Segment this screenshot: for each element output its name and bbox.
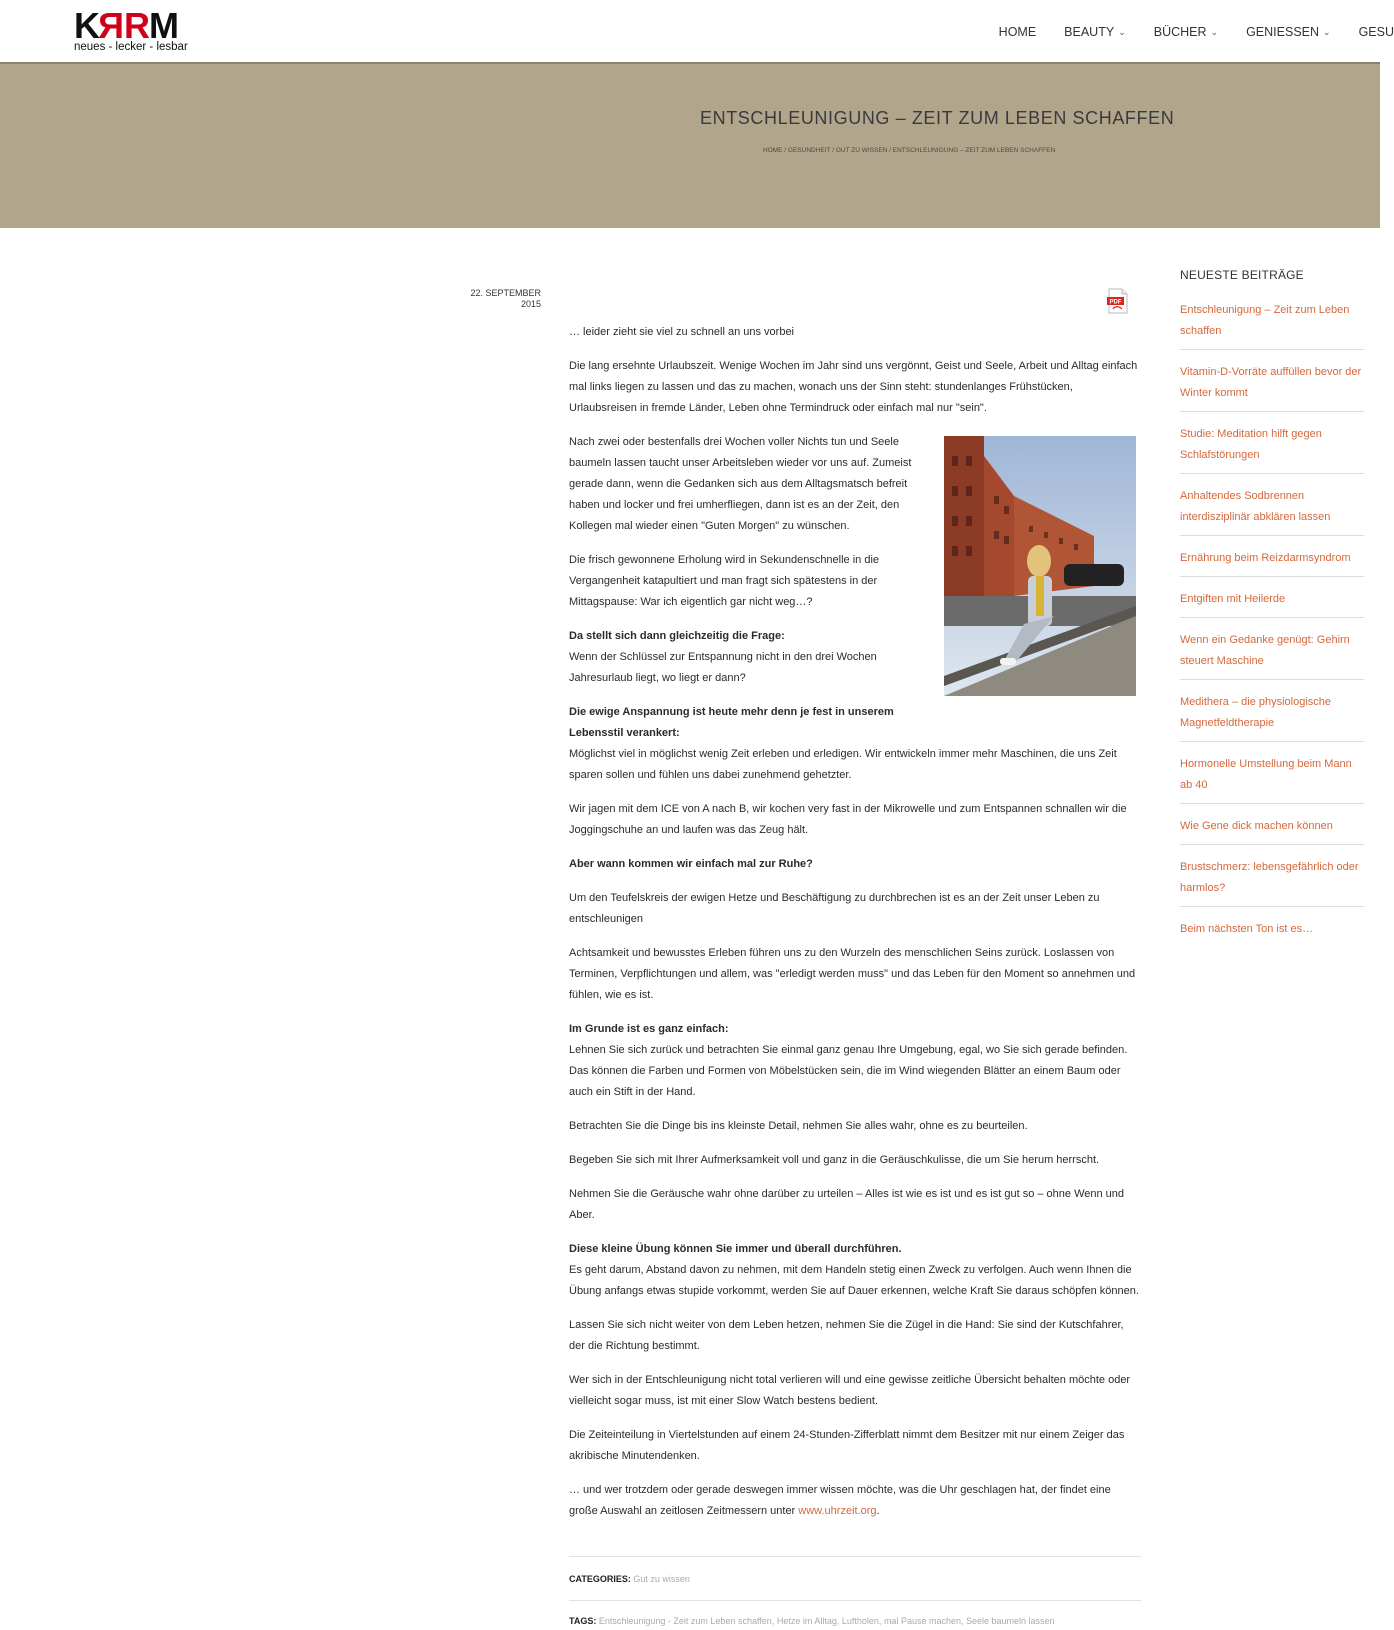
article-paragraph	[569, 626, 921, 689]
sidebar-recent-posts	[1180, 268, 1364, 955]
article-paragraph: Lassen Sie sich nicht weiter von dem Leben hetzen, nehmen Sie die Zügel in die Hand: Sie sind der Kutschfahrer, der die Richtung bestimmt.	[569, 1319, 1124, 1352]
article-paragraph: Die frisch gewonnene Erholung wird in Sekundenschnelle in die Vergangenheit katapultiert und man fragt sich spätestens in der Mittagspause: War ich eigentlich gar nicht weg…?	[569, 554, 880, 608]
nav-home[interactable]	[999, 25, 1037, 39]
logo-mark: KRRM	[74, 5, 178, 46]
chevron-down-icon: ⌄	[1210, 26, 1219, 37]
tag-link[interactable]: Hetze im Alltag	[776, 1616, 837, 1626]
nav-label: GENIESSEN	[1246, 25, 1320, 39]
tags-label: TAGS:	[569, 1616, 597, 1626]
subheading: Diese kleine Übung können Sie immer und überall durchführen.	[569, 1243, 902, 1255]
article-paragraph: Wer sich in der Entschleunigung nicht total verlieren will und eine gewisse zeitliche Übersicht behalten möchte oder vielleicht sogar muss, ist mit einer Slow Watch bestens bedient.	[569, 1374, 1131, 1407]
recent-post-link[interactable]: Ernährung beim Reizdarmsyndrom	[1180, 544, 1364, 577]
categories-label: CATEGORIES:	[569, 1574, 631, 1584]
page-title: ENTSCHLEUNIGUNG – ZEIT ZUM LEBEN SCHAFFEN	[700, 108, 1175, 128]
recent-post-link[interactable]: Wie Gene dick machen können	[1180, 812, 1364, 845]
article-paragraph	[569, 1480, 1141, 1522]
recent-post-link[interactable]: Wenn ein Gedanke genügt: Gehirn steuert Maschine	[1180, 626, 1364, 680]
article-paragraph	[569, 854, 1141, 875]
chevron-down-icon: ⌄	[1323, 26, 1331, 37]
subheading: Die ewige Anspannung ist heute mehr denn je fest in unserem Lebensstil verankert:	[569, 706, 894, 739]
nav-gesundheit[interactable]	[1359, 25, 1394, 39]
chevron-down-icon: ⌄	[1118, 26, 1126, 37]
subheading: Im Grunde ist es ganz einfach:	[569, 1023, 729, 1035]
article-paragraph: Nach zwei oder bestenfalls drei Wochen voller Nichts tun und Seele baumeln lassen taucht unser Arbeitsleben wieder vor uns auf. Zumeist gerade dann, wenn die Gedanken sich aus dem Alltagsmatsch befreit haben und locker und frei umherfliegen, dann ist es an der Zeit, den Kollegen mal wieder einen "Guten Morgen" zu wünschen.	[569, 436, 912, 532]
nav-label: BEAUTY	[1064, 25, 1115, 39]
recent-post-link[interactable]: Hormonelle Umstellung beim Mann ab 40	[1180, 750, 1364, 804]
article-paragraph: Um den Teufelskreis der ewigen Hetze und Beschäftigung zu durchbrechen ist es an der Zeit unser Leben zu entschleunigen	[569, 892, 1100, 925]
paragraph-text: Möglichst viel in möglichst wenig Zeit erleben und erledigen. Wir entwickeln immer mehr Maschinen, die uns Zeit sparen sollen und fühlen uns dabei zunehmend gehetzter.	[569, 748, 1117, 781]
post-date-year: 2015	[520, 299, 541, 309]
divider	[569, 1600, 1141, 1601]
nav-label: GESU	[1358, 25, 1394, 39]
logo-tagline: neues - lecker - lesbar	[74, 41, 188, 53]
nav-label: BÜCHER	[1153, 25, 1207, 39]
recent-post-link[interactable]: Medithera – die physiologische Magnetfeldtherapie	[1180, 688, 1364, 742]
article-paragraph: Wir jagen mit dem ICE von A nach B, wir kochen very fast in der Mikrowelle und zum Entspannen schnallen wir die Joggingschuhe an und laufen was das Zeug hält.	[569, 803, 1127, 836]
paragraph-end: .	[876, 1505, 880, 1517]
article-paragraph: … leider zieht sie viel zu schnell an uns vorbei	[569, 326, 795, 338]
nav-geniessen[interactable]	[1246, 25, 1330, 39]
article-body	[569, 322, 1141, 1535]
paragraph-text: Lehnen Sie sich zurück und betrachten Sie einmal ganz genau Ihre Umgebung, egal, wo Sie sich gerade befinden. Das können die Farben und Formen von Möbelstücken sein, die im Wind wiegenden Blätter an einem Baum oder auch ein Stift in der Hand.	[569, 1044, 1128, 1098]
article-paragraph	[569, 1239, 1141, 1302]
recent-post-link[interactable]: Beim nächsten Ton ist es…	[1180, 923, 1314, 935]
site-header	[0, 0, 1394, 64]
tag-link[interactable]: Entschleunigung - Zeit zum Leben schaffen	[598, 1616, 772, 1626]
sidebar-title: NEUESTE BEITRÄGE	[1180, 268, 1304, 282]
article-paragraph: Nehmen Sie die Geräusche wahr ohne darüber zu urteilen – Alles ist wie es ist und es ist gut so – ohne Wenn und Aber.	[569, 1188, 1125, 1221]
category-link[interactable]: Gut zu wissen	[633, 1574, 690, 1584]
recent-post-link[interactable]: Entgiften mit Heilerde	[1180, 585, 1364, 618]
article-paragraph: Begeben Sie sich mit Ihrer Aufmerksamkeit voll und ganz in die Geräuschkulisse, die um Sie herum herrscht.	[569, 1154, 1100, 1166]
pdf-icon[interactable]	[1106, 288, 1130, 314]
site-logo[interactable]	[74, 5, 204, 54]
recent-post-link[interactable]: Anhaltendes Sodbrennen interdisziplinär abklären lassen	[1180, 482, 1364, 536]
paragraph-text: Es geht darum, Abstand davon zu nehmen, mit dem Handeln stetig einen Zweck zu verfolgen. Auch wenn Ihnen die Übung anfangs etwas stupide vorkommt, werden Sie auf Dauer erkennen, welche Kraft Sie daraus schöpfen können.	[569, 1264, 1139, 1297]
main-nav	[971, 22, 1394, 42]
article-paragraph: Achtsamkeit und bewusstes Erleben führen uns zu den Wurzeln des menschlichen Seins zurück. Loslassen von Terminen, Verpflichtungen und allem, was "erledigt werden muss" und das Leben für den Moment so annehmen und fühlen, wie es ist.	[569, 947, 1136, 1001]
divider	[569, 1556, 1141, 1557]
recent-post-link[interactable]: Entschleunigung – Zeit zum Leben schaffen	[1180, 296, 1364, 350]
uhrzeit-link[interactable]: www.uhrzeit.org	[798, 1505, 877, 1517]
post-date-day: 22. SEPTEMBER	[470, 288, 541, 298]
svg-text:PDF: PDF	[1109, 299, 1122, 306]
nav-buecher[interactable]	[1154, 25, 1218, 39]
recent-post-link[interactable]: Studie: Meditation hilft gegen Schlafstörungen	[1180, 420, 1364, 474]
article-paragraph: Die lang ersehnte Urlaubszeit. Wenige Wochen im Jahr sind uns vergönnt, Geist und Seele, Arbeit und Alltag einfach mal links liegen zu lassen und das zu machen, wonach uns der Sinn steht: stundenlanges Frühstücken, Urlaubsreisen in fremde Länder, Leben ohne Termindruck oder einfach mal nur "sein".	[569, 360, 1138, 414]
post-date	[460, 288, 541, 310]
paragraph-text: Wenn der Schlüssel zur Entspannung nicht in den drei Wochen Jahresurlaub liegt, wo liegt er dann?	[569, 651, 877, 684]
article-paragraph: Die Zeiteinteilung in Viertelstunden auf einem 24-Stunden-Zifferblatt nimmt dem Besitzer mit nur einem Zeiger das akribische Minutendenken.	[569, 1429, 1125, 1462]
subheading: Aber wann kommen wir einfach mal zur Ruhe?	[569, 858, 813, 870]
recent-post-link[interactable]: Brustschmerz: lebensgefährlich oder harmlos?	[1180, 853, 1364, 907]
article-paragraph: Betrachten Sie die Dinge bis ins kleinste Detail, nehmen Sie alles wahr, ohne es zu beurteilen.	[569, 1120, 1028, 1132]
paragraph-text: … und wer trotzdem oder gerade deswegen immer wissen möchte, was die Uhr geschlagen hat, der findet eine große Auswahl an zeitlosen Zeitmessern unter	[569, 1484, 1111, 1517]
tag-link[interactable]: mal Pause machen	[883, 1616, 961, 1626]
subheading: Da stellt sich dann gleichzeitig die Frage:	[569, 630, 785, 642]
recent-post-link[interactable]: Vitamin-D-Vorräte auffüllen bevor der Winter kommt	[1180, 358, 1364, 412]
nav-label: HOME	[998, 25, 1037, 39]
post-tags: TAGS: Entschleunigung - Zeit zum Leben schaffen, Hetze im Alltag, Luftholen, mal Pause machen, Seele baumeln lassen	[569, 1616, 1055, 1626]
tag-link[interactable]: Luftholen	[841, 1616, 879, 1626]
article-paragraph	[569, 1019, 1141, 1103]
article-paragraph	[569, 702, 1141, 786]
breadcrumb[interactable]: HOME / GESUNDHEIT / GUT ZU WISSEN / ENTSCHLEUNIGUNG – ZEIT ZUM LEBEN SCHAFFEN	[763, 147, 1056, 154]
page-title-band	[0, 64, 1380, 228]
post-categories	[569, 1574, 690, 1584]
tag-link[interactable]: Seele baumeln lassen	[966, 1616, 1055, 1626]
nav-beauty[interactable]	[1064, 25, 1126, 39]
